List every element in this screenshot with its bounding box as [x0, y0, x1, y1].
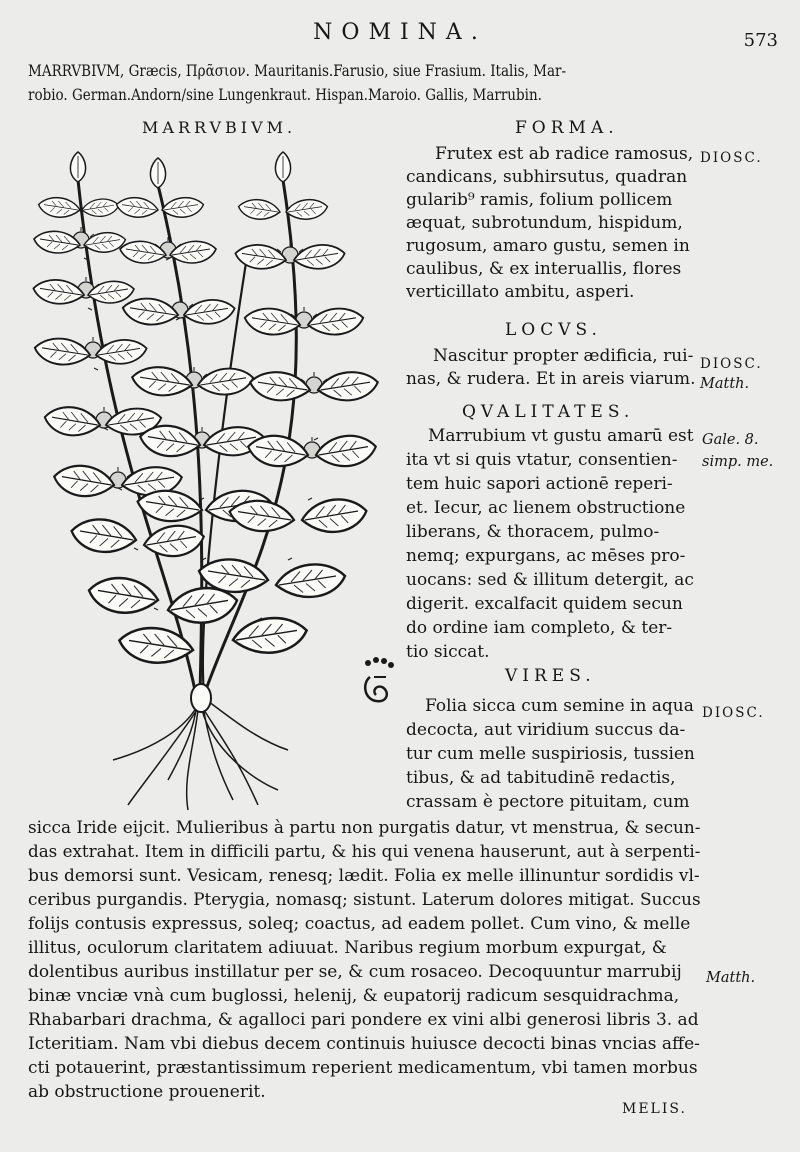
- qualitates-line: nemq; expurgans, ac mēses pro-: [406, 546, 686, 566]
- forma-line: verticillato ambitu, asperi.: [406, 282, 635, 302]
- body-line: dolentibus auribus instillatur per se, & cum rosaceo. Decoquuntur marrubij: [28, 962, 682, 982]
- section-heading-forma: FORMA.: [515, 118, 619, 138]
- printers-flower-ornament-icon: [360, 655, 398, 707]
- margin-note-matthiolus: Matth.: [700, 376, 750, 392]
- horehound-plant-woodcut-icon: [18, 140, 408, 815]
- qualitates-line: liberans, & thoracem, pulmo-: [406, 522, 660, 542]
- locus-line: Nascitur propter ædificia, rui-: [433, 346, 694, 366]
- qualitates-line: tem huic sapori actionē reperi-: [406, 474, 673, 494]
- body-line: cti potauerint, præstantissimum reperient medicamentum, vbi tamen morbus: [28, 1058, 698, 1078]
- catchword: MELIS.: [622, 1101, 687, 1117]
- body-line: binæ vnciæ vnà cum buglossi, helenij, & eupatorij radicum sesquidrachma,: [28, 986, 680, 1006]
- forma-line: rugosum, amaro gustu, semen in: [406, 236, 690, 256]
- forma-line: caulibus, & ex interuallis, flores: [406, 259, 682, 279]
- forma-line: Frutex est ab radice ramosus,: [435, 144, 694, 164]
- vires-line: crassam è pectore pituitam, cum: [406, 792, 690, 812]
- margin-note-dioscorides: DIOSC.: [700, 150, 763, 166]
- vires-line: tibus, & ad tabitudinē redactis,: [406, 768, 676, 788]
- body-line: ceribus purgandis. Pterygia, nomasq; sistunt. Laterum dolores mitigat. Succus: [28, 890, 701, 910]
- forma-line: candicans, subhirsutus, quadran: [406, 167, 688, 187]
- body-line: illitus, oculorum claritatem adiuuat. Naribus regium morbum expurgat, &: [28, 938, 667, 958]
- names-line-2: robio. German.Andorn/sine Lungenkraut. Hispan.Maroio. Gallis, Marrubin.: [28, 86, 542, 104]
- margin-note-galen: Gale. 8.: [702, 432, 759, 448]
- qualitates-line: do ordine iam completo, & ter-: [406, 618, 673, 638]
- vires-line: tur cum melle suspiriosis, tussien: [406, 744, 695, 764]
- forma-line: æquat, subrotundum, hispidum,: [406, 213, 683, 233]
- qualitates-line: Marrubium vt gustu amarū est: [428, 426, 694, 446]
- body-line: bus demorsi sunt. Vesicam, renesq; lædit. Folia ex melle illinuntur sordidis vl-: [28, 866, 700, 886]
- plant-caption: MARRVBIVM.: [142, 118, 297, 137]
- section-heading-vires: VIRES.: [505, 666, 596, 686]
- body-line: Rhabarbari drachma, & agalloci pari pondere ex vini albi generosi libris 3. ad: [28, 1010, 699, 1030]
- running-head: NOMINA.: [313, 20, 487, 45]
- margin-note-galen: simp. me.: [702, 454, 774, 470]
- section-heading-qualitates: QVALITATES.: [462, 402, 635, 422]
- margin-note-dioscorides: DIOSC.: [700, 356, 763, 372]
- margin-note-dioscorides: DIOSC.: [702, 705, 765, 721]
- qualitates-line: tio siccat.: [406, 642, 490, 662]
- body-line: folijs contusis expressus, soleq; coactus, ad eadem pollet. Cum vino, & melle: [28, 914, 691, 934]
- vires-line: decocta, aut viridium succus da-: [406, 720, 686, 740]
- qualitates-line: digerit. excalfacit quidem secun: [406, 594, 683, 614]
- body-line: Icteritiam. Nam vbi diebus decem continuis huiusce decocti binas vncias affe-: [28, 1034, 700, 1054]
- section-heading-locus: LOCVS.: [505, 320, 602, 340]
- qualitates-line: uocans: sed & illitum detergit, ac: [406, 570, 694, 590]
- names-line-1: MARRVBIVM, Græcis, Πρᾶσιον. Mauritanis.Farusio, siue Frasium. Italis, Mar-: [28, 62, 567, 80]
- page-number: 573: [743, 30, 778, 51]
- qualitates-line: ita vt si quis vtatur, consentien-: [406, 450, 678, 470]
- locus-line: nas, & rudera. Et in areis viarum.: [406, 369, 696, 389]
- body-line: das extrahat. Item in difficili partu, & his qui venena hauserunt, aut à serpenti-: [28, 842, 701, 862]
- margin-note-matthiolus: Matth.: [706, 970, 756, 986]
- forma-line: gularib⁹ ramis, folium pollicem: [406, 190, 673, 210]
- qualitates-line: et. Iecur, ac lienem obstructione: [406, 498, 686, 518]
- body-line: ab obstructione prouenerit.: [28, 1082, 266, 1102]
- body-line: sicca Iride eijcit. Mulieribus à partu non purgatis datur, vt menstrua, & secun-: [28, 818, 701, 838]
- vires-line: Folia sicca cum semine in aqua: [425, 696, 694, 716]
